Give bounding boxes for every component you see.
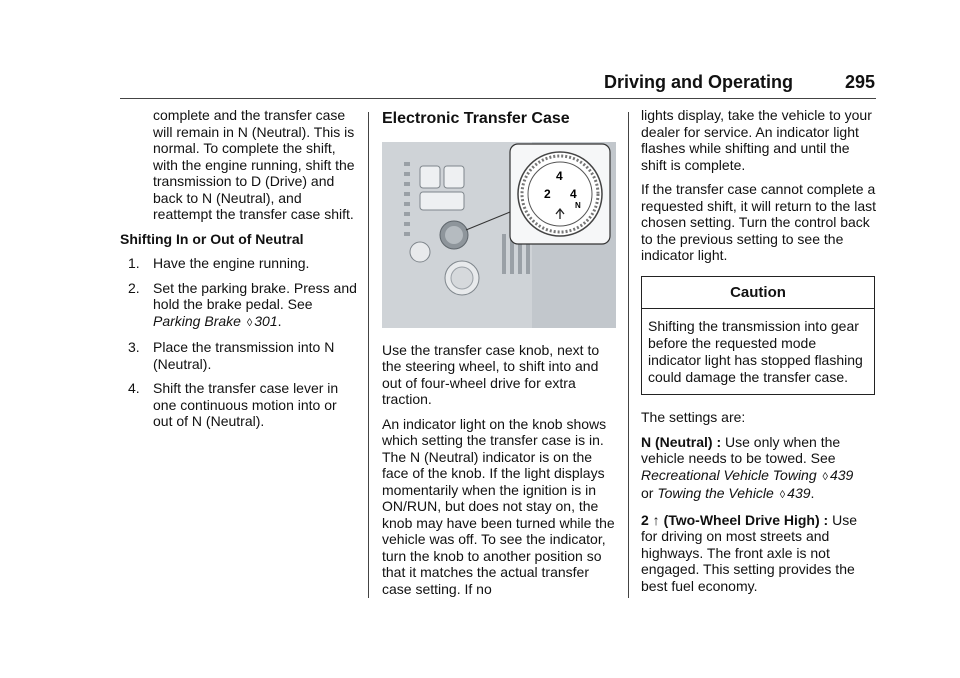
- column-divider-left: [368, 112, 369, 598]
- towing-vehicle-link[interactable]: Towing the Vehicle: [657, 485, 774, 501]
- setting-two-high-text: Use for driving on most streets and highways. The front axle is not engaged. This setting provides the best fuel economy.: [641, 511, 857, 594]
- page-number: 295: [845, 72, 876, 92]
- caution-box: [641, 276, 875, 396]
- page-ref-number[interactable]: 439: [787, 485, 811, 501]
- or-text: or: [641, 485, 658, 501]
- column-divider-right: [628, 112, 629, 598]
- paragraph-indicator-light: An indicator light on the knob shows which setting the transfer case is in. The N (Neutral) indicator is on the face of the knob. If the light displays momentarily when the ignition is in ON/RUN, but does not stay on, the knob may have been turned while the vehicle was off. To see the indicator, turn the knob to another position so that it matches the actual transfer case setting. If no: [382, 415, 615, 597]
- paragraph-cannot-complete: If the transfer case cannot complete a requested shift, it will return to the last chosen setting. Turn the control back to the previous setting to see the indicator light.: [641, 181, 876, 263]
- column-middle: [382, 107, 616, 605]
- knob-illustration-svg: [382, 142, 616, 328]
- section-heading-electronic-transfer-case: Electronic Transfer Case: [382, 110, 570, 127]
- settings-intro: The settings are:: [641, 409, 746, 425]
- transfer-case-knob-illustration: [382, 142, 616, 328]
- paragraph-dealer-service: lights display, take the vehicle to your dealer for service. An indicator light flashes while shifting and until the shift is complete.: [641, 107, 872, 173]
- step-number: 3.: [128, 339, 140, 355]
- knob-label-4h: 4: [556, 168, 563, 183]
- column-left: [120, 107, 358, 438]
- setting-two-wheel-high: [641, 512, 877, 595]
- step-text: Shift the transfer case lever in one continuous motion into or out of N (Neutral).: [153, 380, 339, 429]
- list-item: [120, 255, 358, 272]
- knob-label-4l: 4: [570, 186, 577, 201]
- page-ref-icon: ◊: [822, 470, 828, 483]
- page-ref-icon: ◊: [779, 489, 786, 501]
- steps-list: [120, 255, 358, 430]
- setting-two-high-term: 2 ↑ (Two-Wheel Drive High) :: [641, 511, 829, 528]
- setting-neutral: N (Neutral) : Use only when the vehicle needs to be towed. See Recreational Vehicle Towing ◊ 439 or Towing the Vehicle ◊ 439.: [641, 433, 854, 501]
- page-ref-number[interactable]: 301: [254, 312, 278, 329]
- step-text: Set the parking brake. Press and hold the brake pedal. See: [153, 279, 357, 312]
- setting-neutral-term: N (Neutral) :: [641, 433, 722, 450]
- caution-title: Caution: [642, 277, 874, 310]
- list-item: [120, 339, 358, 372]
- page-ref-icon: ◊: [246, 316, 253, 329]
- column-right: [641, 107, 877, 602]
- page-section-title: Driving and Operating: [604, 72, 794, 92]
- step-number: 2.: [128, 279, 140, 296]
- knob-label-n: N: [575, 200, 581, 210]
- recreational-towing-link[interactable]: Recreational Vehicle Towing: [641, 466, 817, 483]
- setting-neutral-text: Use only when the vehicle needs to be towed. See: [641, 433, 841, 466]
- step-number: 4.: [128, 380, 140, 396]
- caution-text: Shifting the transmission into gear before the requested mode indicator light has stopped flashing could damage the transfer case.: [648, 318, 863, 385]
- paragraph-knob-usage: Use the transfer case knob, next to the steering wheel, to shift into and out of four-wheel drive for extra traction.: [382, 341, 600, 407]
- subheading-neutral: Shifting In or Out of Neutral: [120, 230, 304, 247]
- list-item: [120, 380, 358, 430]
- parking-brake-link[interactable]: Parking Brake: [153, 312, 241, 329]
- list-item: 2. Set the parking brake. Press and hold the brake pedal. See Parking Brake ◊ 301.: [128, 279, 357, 329]
- step-text: Have the engine running.: [153, 255, 310, 271]
- step-number: 1.: [128, 255, 140, 271]
- continuation-paragraph: complete and the transfer case will remain in N (Neutral). This is normal. To complete the shift, with the engine running, shift the transmission to D (Drive) and back to N (Neutral), and reattempt the transfer case shift.: [153, 107, 355, 222]
- header-rule: [120, 98, 876, 99]
- step-text: Place the transmission into N (Neutral).: [153, 339, 335, 372]
- knob-label-2h: 2: [544, 186, 551, 201]
- page-ref-number[interactable]: 439: [829, 466, 854, 483]
